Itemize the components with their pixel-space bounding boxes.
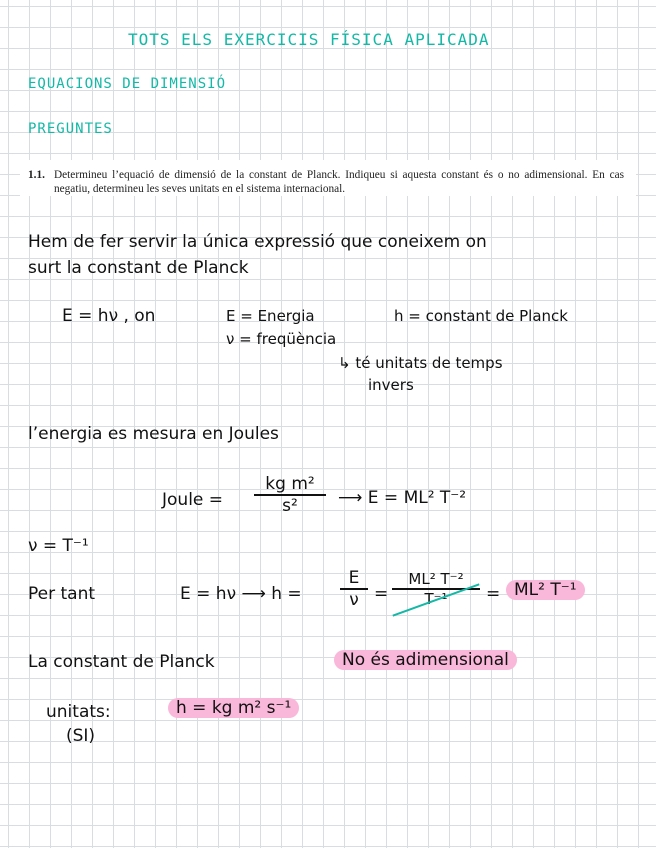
units-label: unitats: [46, 702, 111, 722]
result-dimension: ML² T⁻¹ [506, 580, 585, 600]
equation-main: E = hν , on [62, 306, 156, 326]
joule-numerator: kg m² [254, 474, 326, 496]
question-text: Determineu l’equació de dimensió de la constant de Planck. Indiqueu si aquesta constant és o no adimensional. En cas negatiu, determineu les seves unitats en el sistema internacional. [54, 169, 624, 195]
page-title: TOTS ELS EXERCICIS FÍSICA APLICADA [128, 30, 490, 49]
frequency-note-1: ↳ té unitats de temps [338, 354, 503, 372]
definition-h: h = constant de Planck [394, 307, 568, 325]
nu-dimension: ν = T⁻¹ [28, 536, 89, 556]
joule-denominator: s² [282, 496, 298, 516]
units-value-wrap [168, 698, 299, 718]
joule-lhs: Joule = [162, 490, 224, 510]
chain-start: E = hν ⟶ h = [180, 584, 302, 604]
result-dimension-highlight [506, 580, 585, 600]
fraction-dimensions [392, 570, 480, 608]
energy-units-line: l’energia es mesura en Joules [28, 424, 279, 444]
fraction-e-denominator: ν [349, 590, 359, 610]
section-heading: EQUACIONS DE DIMENSIÓ [28, 76, 227, 92]
question-number: 1.1. [28, 169, 45, 181]
equals-sign-1: = [374, 584, 389, 604]
question-box [20, 160, 636, 196]
units-value: h = kg m² s⁻¹ [168, 698, 299, 718]
conclusion-highlight: No és adimensional [334, 650, 517, 670]
note-line-1: Hem de fer servir la única expressió que coneixem on [28, 232, 487, 252]
conclusion-highlight-wrap [334, 650, 517, 670]
units-si-label: (SI) [66, 726, 96, 746]
definition-energy: E = Energia [226, 307, 315, 325]
per-tant-label: Per tant [28, 584, 96, 604]
joule-result: ⟶ E = ML² T⁻² [338, 488, 467, 508]
note-line-2: surt la constant de Planck [28, 258, 249, 278]
subsection-heading: PREGUNTES [28, 121, 113, 137]
frequency-note-2: invers [368, 376, 414, 394]
fraction-dim-denominator: T⁻¹ [392, 590, 480, 608]
fraction-dim-numerator: ML² T⁻² [392, 570, 480, 590]
fraction-e-over-nu [340, 568, 368, 610]
joule-fraction [254, 474, 326, 516]
equals-sign-2: = [486, 584, 501, 604]
fraction-e-numerator: E [340, 568, 368, 590]
conclusion-lead: La constant de Planck [28, 652, 215, 672]
definition-frequency: ν = freqüència [226, 330, 337, 348]
